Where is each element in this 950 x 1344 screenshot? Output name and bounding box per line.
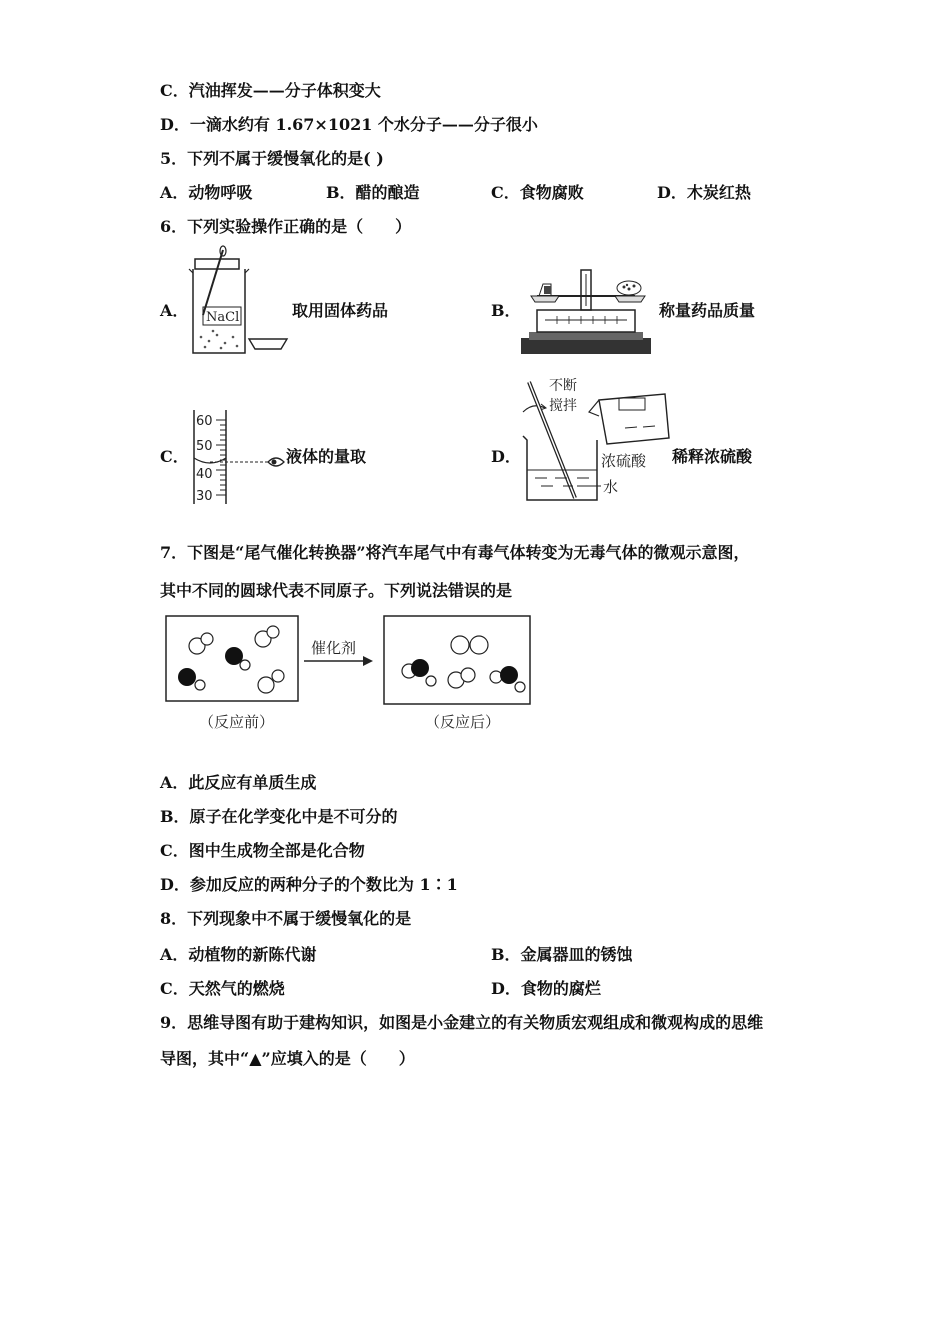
stir-label-1: 不断 bbox=[549, 378, 577, 394]
before-caption: （反应前） bbox=[199, 713, 275, 731]
q8-option-a: A．动植物的新陈代谢 bbox=[160, 945, 317, 964]
cyl-40: 40 bbox=[196, 467, 213, 482]
q5-stem: 5．下列不属于缓慢氧化的是( ) bbox=[160, 149, 384, 168]
q5-option-c: C．食物腐败 bbox=[491, 183, 584, 202]
q8-option-b: B．金属器皿的锈蚀 bbox=[491, 945, 633, 964]
stir-label-2: 搅拌 bbox=[549, 398, 577, 414]
q7-option-b: B．原子在化学变化中是不可分的 bbox=[160, 807, 398, 826]
q5-option-d: D．木炭红热 bbox=[657, 183, 751, 202]
dilute-acid-figure bbox=[515, 372, 675, 508]
cyl-50: 50 bbox=[196, 439, 213, 454]
q6-d-text: 稀释浓硫酸 bbox=[672, 447, 753, 466]
water-label: 水 bbox=[603, 478, 619, 496]
q7-stem-1: 7．下图是“尾气催化转换器”将汽车尾气中有毒气体转变为无毒气体的微观示意图， bbox=[160, 543, 750, 562]
q8-option-c: C．天然气的燃烧 bbox=[160, 979, 285, 998]
balance-scale-figure bbox=[517, 262, 657, 358]
q6-d-letter: D． bbox=[491, 447, 521, 466]
graduated-cylinder-figure bbox=[190, 408, 290, 508]
q7-option-d: D．参加反应的两种分子的个数比为 1∶1 bbox=[160, 875, 458, 894]
acid-label: 浓硫酸 bbox=[601, 452, 647, 470]
q6-c-letter: C． bbox=[160, 447, 189, 466]
q7-option-a: A．此反应有单质生成 bbox=[160, 773, 317, 792]
nacl-label: NaCl bbox=[206, 310, 240, 325]
q7-option-c: C．图中生成物全部是化合物 bbox=[160, 841, 365, 860]
q8-stem: 8．下列现象中不属于缓慢氧化的是 bbox=[160, 909, 412, 928]
q5-option-b: B．醋的酿造 bbox=[326, 183, 420, 202]
q7-stem-2: 其中不同的圆球代表不同原子。下列说法错误的是 bbox=[160, 581, 513, 600]
q9-stem-1: 9．思维导图有助于建构知识，如图是小金建立的有关物质宏观组成和微观构成的思维 bbox=[160, 1013, 764, 1032]
cyl-30: 30 bbox=[196, 489, 213, 504]
solid-reagent-figure bbox=[183, 245, 293, 360]
q6-a-letter: A． bbox=[160, 301, 189, 320]
q8-option-d: D．食物的腐烂 bbox=[491, 979, 601, 998]
q4-option-d: D．一滴水约有 1.67×1021 个水分子——分子很小 bbox=[160, 115, 538, 134]
q6-stem: 6．下列实验操作正确的是（ ） bbox=[160, 217, 412, 236]
q4-option-c: C．汽油挥发——分子体积变大 bbox=[160, 81, 381, 100]
q6-b-text: 称量药品质量 bbox=[659, 301, 756, 320]
q9-stem-2: 导图，其中“▲”应填入的是（ ） bbox=[160, 1049, 415, 1068]
q5-option-a: A．动物呼吸 bbox=[160, 183, 253, 202]
after-caption: （反应后） bbox=[425, 713, 501, 731]
q6-b-letter: B． bbox=[491, 301, 521, 320]
reaction-diagram bbox=[163, 613, 538, 741]
catalyst-label: 催化剂 bbox=[311, 639, 357, 657]
q6-a-text: 取用固体药品 bbox=[292, 301, 389, 320]
q6-c-text: 液体的量取 bbox=[286, 447, 367, 466]
cyl-60: 60 bbox=[196, 414, 213, 429]
